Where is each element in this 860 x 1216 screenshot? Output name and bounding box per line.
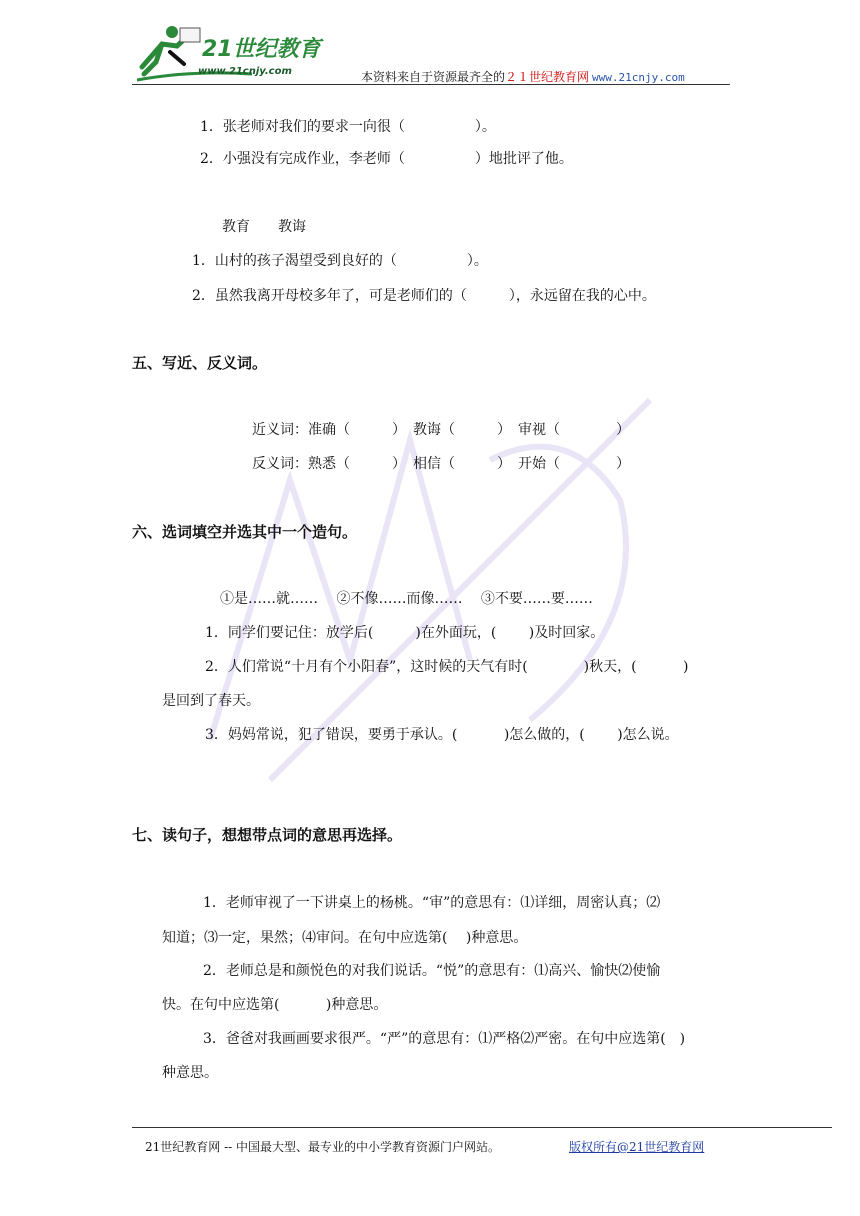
footer-rule	[132, 1127, 832, 1128]
s7-q1-line2: 知道；⑶一定，果然；⑷审问。在句中应选第( )种意思。	[162, 930, 528, 946]
section6-title: 六、选词填空并选其中一个造句。	[132, 523, 358, 541]
s6-q2-line1: 2．人们常说“十月有个小阳春”，这时候的天气有时( )秋天，( )	[205, 659, 689, 675]
s7-q3-line2: 种意思。	[162, 1065, 218, 1081]
header-rule	[132, 84, 730, 85]
tagline-brand[interactable]: ２１世纪教育网	[505, 70, 590, 84]
s5-antonyms-row: 反义词：熟悉（ ） 相信（ ） 开始（ ）	[252, 456, 630, 472]
s7-q2-line1: 2．老师总是和颜悦色的对我们说话。“悦”的意思有：⑴高兴、愉快⑵使愉	[203, 963, 661, 979]
s6-q3: 3．妈妈常说，犯了错误，要勇于承认。( )怎么做的，( )怎么说。	[205, 727, 679, 743]
b2-q1: 1．山村的孩子渴望受到良好的（ ）。	[192, 253, 488, 269]
s7-q1-line1: 1．老师审视了一下讲桌上的杨桃。“审”的意思有：⑴详细，周密认真；⑵	[203, 895, 661, 911]
site-logo	[132, 22, 347, 84]
b1-q1: 1．张老师对我们的要求一向很（ ）。	[200, 119, 496, 135]
s6-q2-line2: 是回到了春天。	[162, 693, 260, 709]
b2-q2: 2．虽然我离开母校多年了，可是老师们的（ ），永远留在我的心中。	[192, 288, 656, 304]
footer-copyright-link[interactable]: 版权所有@21世纪教育网	[569, 1140, 705, 1154]
s5-synonyms-row: 近义词：准确（ ） 教诲（ ） 审视（ ）	[252, 422, 630, 438]
tagline-prefix: 本资料来自于资源最齐全的	[361, 70, 506, 84]
footer-description: 21世纪教育网 -- 中国最大型、最专业的中小学教育资源门户网站。	[145, 1140, 501, 1154]
section5-title: 五、写近、反义词。	[132, 354, 268, 372]
s7-q2-line2: 快。在句中应选第( )种意思。	[162, 997, 388, 1013]
s7-q3-line1: 3．爸爸对我画画要求很严。“严”的意思有：⑴严格⑵严密。在句中应选第( )	[203, 1031, 686, 1047]
section7-title: 七、读句子，想想带点词的意思再选择。	[132, 826, 403, 844]
b2-word-options: 教育 教诲	[222, 219, 306, 235]
s6-q1: 1．同学们要记住：放学后( )在外面玩，( )及时回家。	[205, 625, 605, 641]
s6-options: ①是……就…… ②不像……而像…… ③不要……要……	[220, 591, 593, 607]
b1-q2: 2．小强没有完成作业，李老师（ ）地批评了他。	[200, 151, 573, 167]
logo-url: www.21cnjy.com	[198, 66, 292, 77]
tagline-url[interactable]: www.21cnjy.com	[592, 71, 685, 84]
logo-text: 21世纪教育	[202, 37, 321, 62]
header-tagline	[361, 68, 685, 85]
